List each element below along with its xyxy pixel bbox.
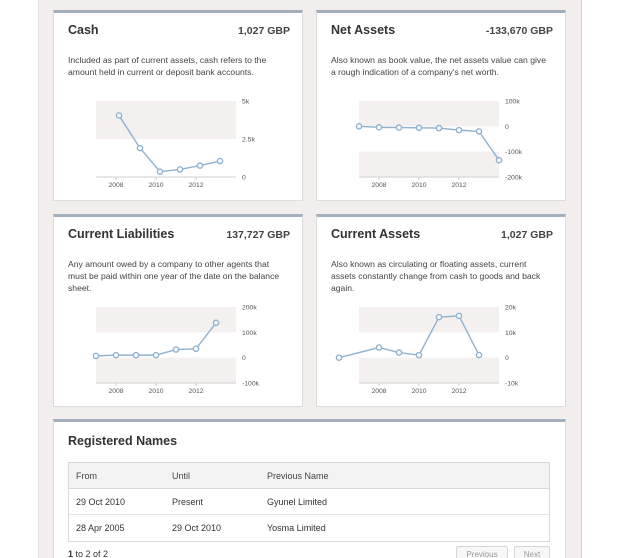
data-point (193, 346, 198, 351)
chart-band (359, 101, 499, 126)
registered-names-card (53, 419, 566, 558)
cash-card (53, 10, 303, 201)
chart-band (359, 152, 499, 177)
x-tick-label: 2008 (108, 388, 124, 395)
pagination-range: 1 (68, 549, 74, 558)
x-tick-label: 2012 (188, 182, 204, 189)
data-point (476, 129, 481, 134)
card-description: Any amount owed by a company to other agents that must be paid within one year of the date on the balance sheet. (68, 259, 280, 293)
chart-band (96, 101, 236, 139)
data-point (456, 313, 461, 318)
previous-button[interactable]: Previous (456, 546, 508, 558)
data-point (416, 353, 421, 358)
section-title: Registered Names (68, 434, 178, 448)
chart-band (359, 358, 499, 383)
data-point (153, 353, 158, 358)
current-assets-card (316, 214, 566, 407)
next-button[interactable]: Next (514, 546, 550, 558)
x-tick-label: 2010 (411, 388, 427, 395)
y-tick-label: -100k (242, 380, 260, 388)
data-point (396, 350, 401, 355)
chart-band (96, 358, 236, 383)
cash-chart (92, 93, 306, 193)
cell-until: Present (172, 497, 204, 507)
cell-from: 29 Oct 2010 (76, 497, 126, 507)
y-tick-label: 5k (242, 98, 250, 106)
data-point (496, 158, 501, 163)
data-point (217, 158, 222, 163)
card-value: -133,670 GBP (485, 25, 553, 37)
data-point (173, 347, 178, 352)
y-tick-label: 200k (242, 304, 257, 312)
data-point (356, 124, 361, 129)
y-tick-label: -10k (505, 380, 519, 388)
x-tick-label: 2012 (188, 388, 204, 395)
x-tick-label: 2012 (451, 182, 467, 189)
data-point (396, 125, 401, 130)
card-title: Current Liabilities (68, 227, 175, 241)
cell-from: 28 Apr 2005 (76, 523, 125, 533)
data-point (376, 125, 381, 130)
data-point (197, 163, 202, 168)
card-title: Current Assets (331, 227, 421, 241)
y-tick-label: 0 (242, 355, 246, 363)
x-tick-label: 2008 (108, 182, 124, 189)
data-point (416, 125, 421, 130)
card-value: 1,027 GBP (501, 229, 553, 241)
y-tick-label: 0 (242, 174, 246, 182)
current-liabilities-chart (92, 299, 306, 399)
y-tick-label: -200k (505, 174, 523, 182)
data-point (157, 169, 162, 174)
cell-until: 29 Oct 2010 (172, 523, 222, 533)
y-tick-label: 20k (505, 304, 516, 312)
data-point (133, 353, 138, 358)
card-value: 1,027 GBP (238, 25, 290, 37)
column-header-from[interactable]: From (76, 471, 97, 481)
current-assets-chart (355, 299, 569, 399)
cell-previous-name: Gyunel Limited (267, 497, 328, 507)
table-header-row (69, 463, 549, 489)
table-row (69, 489, 549, 515)
chart-band (359, 307, 499, 332)
x-tick-label: 2008 (371, 182, 387, 189)
data-point (456, 128, 461, 133)
pagination-info (68, 549, 108, 558)
column-header-until[interactable]: Until (172, 471, 191, 481)
table-row (69, 515, 549, 541)
cell-previous-name: Yosma Limited (267, 523, 326, 533)
x-tick-label: 2010 (411, 182, 427, 189)
y-tick-label: 2.5k (242, 136, 255, 144)
y-tick-label: -100k (505, 149, 523, 157)
y-tick-label: 0 (505, 355, 509, 363)
y-tick-label: 100k (242, 329, 257, 337)
data-point (476, 352, 481, 357)
x-tick-label: 2010 (148, 388, 164, 395)
card-value: 137,727 GBP (226, 229, 290, 241)
data-point (213, 320, 218, 325)
card-description: Also known as book value, the net assets value can give a rough indication of a company's net worth. (331, 55, 546, 77)
data-point (177, 167, 182, 172)
data-point (436, 315, 441, 320)
data-point (436, 126, 441, 131)
current-liabilities-card (53, 214, 303, 407)
x-tick-label: 2012 (451, 388, 467, 395)
data-point (336, 355, 341, 360)
card-description: Included as part of current assets, cash refers to the amount held in current or deposit bank accounts. (68, 55, 267, 77)
pagination-total: to 2 of 2 (75, 549, 109, 558)
y-tick-label: 0 (505, 123, 509, 131)
net-assets-chart (355, 93, 569, 193)
net-assets-card (316, 10, 566, 201)
x-tick-label: 2010 (148, 182, 164, 189)
y-tick-label: 100k (505, 98, 520, 106)
data-point (137, 146, 142, 151)
registered-names-table (68, 462, 550, 542)
card-title: Net Assets (331, 23, 396, 37)
card-title: Cash (68, 23, 99, 37)
data-point (113, 353, 118, 358)
data-point (376, 345, 381, 350)
card-description: Also known as circulating or floating assets, current assets constantly change from cash to goods and back again. (331, 259, 541, 293)
data-point (116, 113, 121, 118)
column-header-previous-name[interactable]: Previous Name (267, 471, 329, 481)
x-tick-label: 2008 (371, 388, 387, 395)
data-point (93, 353, 98, 358)
y-tick-label: 10k (505, 329, 516, 337)
